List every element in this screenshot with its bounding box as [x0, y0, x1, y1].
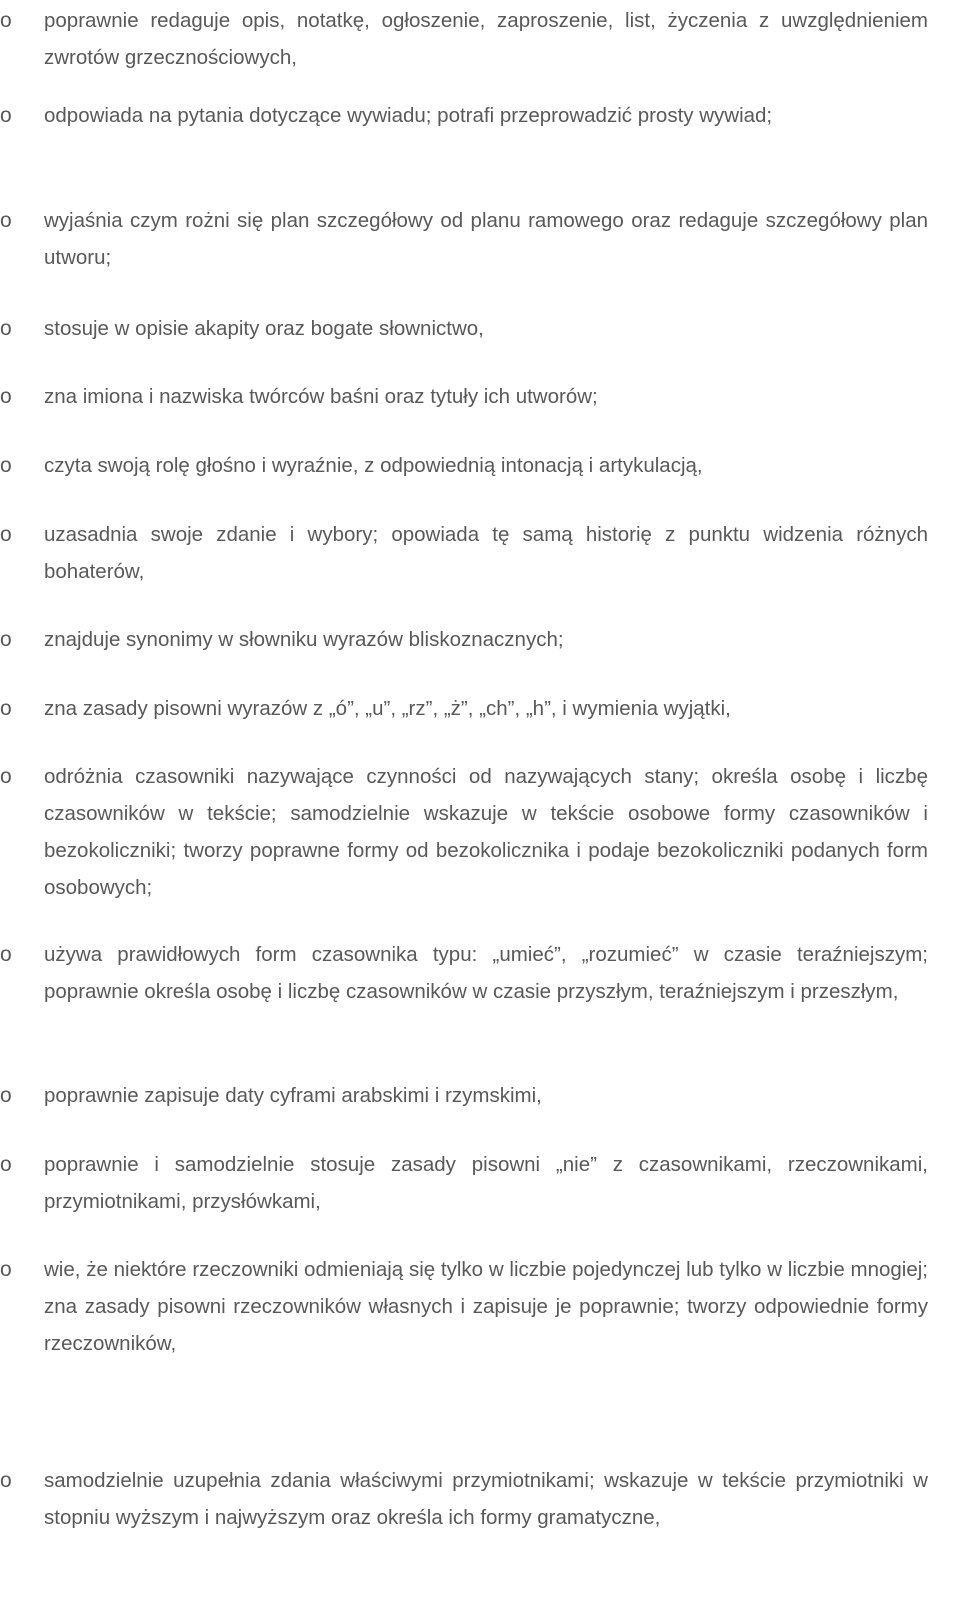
list-item-text: używa prawidłowych form czasownika typu: „umieć”, „rozumieć” w czasie teraźniejszym; poprawnie określa osobę i liczbę czasowników w czasie przyszłym, teraźniejszym i przeszłym, — [44, 943, 928, 1003]
list-item-text: poprawnie redaguje opis, notatkę, ogłoszenie, zaproszenie, list, życzenia z uwzględnieniem zwrotów grzecznościowych, — [44, 9, 928, 69]
list-item-text: czyta swoją rolę głośno i wyraźnie, z odpowiednią intonacją i artykulacją, — [44, 454, 703, 477]
bullet-icon: o — [0, 454, 12, 477]
bullet-icon: o — [0, 1469, 12, 1492]
bullet-icon: o — [0, 209, 12, 232]
list-item-text: stosuje w opisie akapity oraz bogate słownictwo, — [44, 317, 484, 340]
bullet-icon: o — [0, 9, 12, 32]
bullet-icon: o — [0, 697, 12, 720]
list-item-text: poprawnie i samodzielnie stosuje zasady pisowni „nie” z czasownikami, rzeczownikami, przymiotnikami, przysłówkami, — [44, 1153, 928, 1213]
list-item-text: znajduje synonimy w słowniku wyrazów bliskoznacznych; — [44, 628, 564, 651]
bullet-icon: o — [0, 1153, 12, 1176]
list-item-text: wyjaśnia czym rożni się plan szczegółowy od planu ramowego oraz redaguje szczegółowy plan utworu; — [44, 209, 928, 269]
bullet-icon: o — [0, 628, 12, 651]
bullet-icon: o — [0, 317, 12, 340]
bullet-icon: o — [0, 1258, 12, 1281]
bullet-icon: o — [0, 385, 12, 408]
list-item-text: zna imiona i nazwiska twórców baśni oraz tytuły ich utworów; — [44, 385, 598, 408]
bullet-icon: o — [0, 1084, 12, 1107]
bullet-icon: o — [0, 523, 12, 546]
list-item-text: odpowiada na pytania dotyczące wywiadu; potrafi przeprowadzić prosty wywiad; — [44, 104, 773, 127]
bullet-icon: o — [0, 765, 12, 788]
bullet-icon: o — [0, 943, 12, 966]
bullet-icon: o — [0, 104, 12, 127]
list-item-text: uzasadnia swoje zdanie i wybory; opowiada tę samą historię z punktu widzenia różnych bohaterów, — [44, 523, 928, 583]
list-item-text: samodzielnie uzupełnia zdania właściwymi przymiotnikami; wskazuje w tekście przymiotniki w stopniu wyższym i najwyższym oraz określa ich formy gramatyczne, — [44, 1469, 928, 1529]
list-item-text: zna zasady pisowni wyrazów z „ó”, „u”, „rz”, „ż”, „ch”, „h”, i wymienia wyjątki, — [44, 697, 731, 720]
list-item-text: poprawnie zapisuje daty cyframi arabskimi i rzymskimi, — [44, 1084, 542, 1107]
list-item-text: wie, że niektóre rzeczowniki odmieniają się tylko w liczbie pojedynczej lub tylko w liczbie mnogiej; zna zasady pisowni rzeczowników własnych i zapisuje je poprawnie; tworzy odpowiednie formy rzeczowników, — [44, 1258, 928, 1355]
list-item-text: odróżnia czasowniki nazywające czynności od nazywających stany; określa osobę i liczbę czasowników w tekście; samodzielnie wskazuje w tekście osobowe formy czasowników i bezokoliczniki; tworzy poprawne formy od bezokolicznika i podaje bezokoliczniki podanych form osobowych; — [44, 765, 928, 899]
